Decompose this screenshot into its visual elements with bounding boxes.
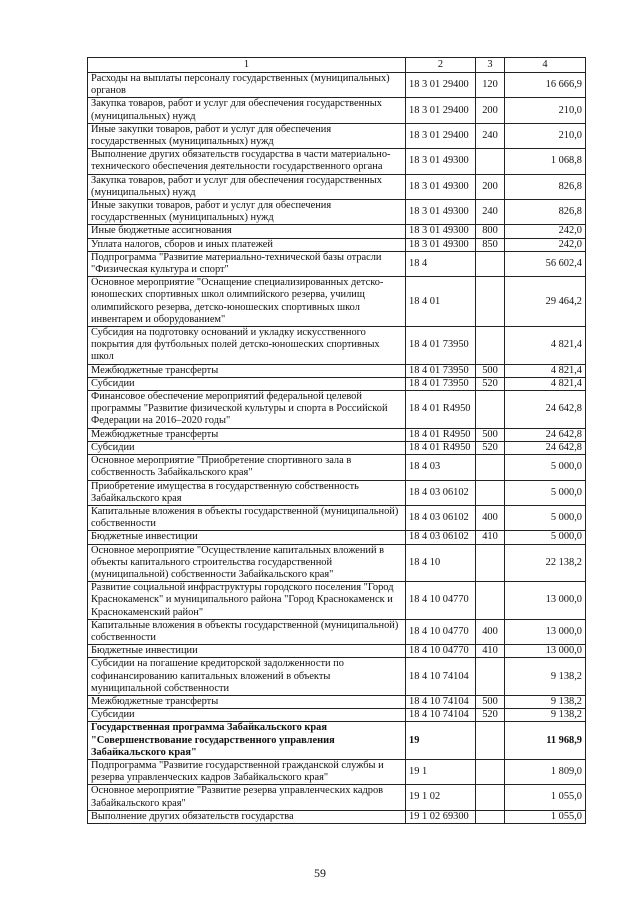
- row-amount: 5 000,0: [505, 505, 586, 530]
- row-type: 520: [476, 377, 505, 390]
- table-row: [88, 73, 586, 98]
- row-type: 240: [476, 123, 505, 148]
- row-type: [476, 277, 505, 327]
- table-row: [88, 251, 586, 276]
- row-code: 18 4 01 R4950: [406, 391, 476, 429]
- row-code: 18 4 01 R4950: [406, 428, 476, 441]
- table-row: [88, 200, 586, 225]
- row-code: 18 4 03: [406, 455, 476, 480]
- row-type: 410: [476, 531, 505, 544]
- row-name: Приобретение имущества в государственную собственность Забайкальского края: [88, 480, 406, 505]
- row-code: 18 3 01 29400: [406, 98, 476, 123]
- table-row: [88, 531, 586, 544]
- row-code: 18 4 10: [406, 544, 476, 582]
- row-amount: 9 138,2: [505, 709, 586, 722]
- row-name: Капитальные вложения в объекты государственной (муниципальной) собственности: [88, 619, 406, 644]
- row-type: 400: [476, 505, 505, 530]
- row-name: Иные закупки товаров, работ и услуг для обеспечения государственных (муниципальных) нужд: [88, 200, 406, 225]
- row-name: Закупка товаров, работ и услуг для обеспечения государственных (муниципальных) нужд: [88, 174, 406, 199]
- row-type: 410: [476, 645, 505, 658]
- row-type: 850: [476, 238, 505, 251]
- row-code: 18 4 03 06102: [406, 480, 476, 505]
- row-type: 400: [476, 619, 505, 644]
- row-code: 18 4 01: [406, 277, 476, 327]
- row-amount: 4 821,4: [505, 377, 586, 390]
- table-row: [88, 505, 586, 530]
- row-amount: 24 642,8: [505, 441, 586, 454]
- row-amount: 11 968,9: [505, 722, 586, 760]
- table-row: [88, 695, 586, 708]
- row-type: 200: [476, 98, 505, 123]
- row-amount: 4 821,4: [505, 327, 586, 365]
- row-name: Выполнение других обязательств государства в части материально-технического обеспечения деятельности государственного органа: [88, 149, 406, 174]
- row-code: 19: [406, 722, 476, 760]
- row-amount: 9 138,2: [505, 658, 586, 696]
- row-name: Бюджетные инвестиции: [88, 531, 406, 544]
- row-type: 240: [476, 200, 505, 225]
- row-code: 18 3 01 49300: [406, 174, 476, 199]
- row-code: 18 3 01 49300: [406, 200, 476, 225]
- row-amount: 1 055,0: [505, 785, 586, 810]
- row-name: Уплата налогов, сборов и иных платежей: [88, 238, 406, 251]
- table-row: [88, 544, 586, 582]
- table-row: [88, 428, 586, 441]
- table-row: [88, 327, 586, 365]
- row-code: 18 3 01 49300: [406, 238, 476, 251]
- row-amount: 13 000,0: [505, 645, 586, 658]
- row-code: 18 4 10 74104: [406, 709, 476, 722]
- row-name: Основное мероприятие "Приобретение спортивного зала в собственность Забайкальского края": [88, 455, 406, 480]
- row-code: 18 4 03 06102: [406, 531, 476, 544]
- row-code: 18 4: [406, 251, 476, 276]
- row-type: [476, 582, 505, 620]
- row-name: Межбюджетные трансферты: [88, 364, 406, 377]
- table-row: [88, 98, 586, 123]
- table-row: [88, 174, 586, 199]
- row-name: Субсидии: [88, 709, 406, 722]
- page-number: 59: [314, 866, 326, 880]
- row-amount: 826,8: [505, 200, 586, 225]
- row-name: Капитальные вложения в объекты государственной (муниципальной) собственности: [88, 505, 406, 530]
- row-code: 18 4 10 74104: [406, 695, 476, 708]
- row-code: 18 4 01 R4950: [406, 441, 476, 454]
- row-amount: 13 000,0: [505, 582, 586, 620]
- row-type: [476, 391, 505, 429]
- row-type: 200: [476, 174, 505, 199]
- row-code: 19 1 02: [406, 785, 476, 810]
- table-row: [88, 759, 586, 784]
- row-amount: 5 000,0: [505, 480, 586, 505]
- row-type: 800: [476, 225, 505, 238]
- row-name: Основное мероприятие "Осуществление капитальных вложений в объекты капитального строительства государственной (муниципальной) собственности Забайкальского края": [88, 544, 406, 582]
- row-amount: 4 821,4: [505, 364, 586, 377]
- row-amount: 1 068,8: [505, 149, 586, 174]
- row-name: Межбюджетные трансферты: [88, 695, 406, 708]
- header-col-2: 2: [406, 58, 476, 73]
- row-code: 18 3 01 29400: [406, 123, 476, 148]
- row-name: Развитие социальной инфраструктуры городского поселения "Город Краснокаменск" и муниципального района "Город Краснокаменск и Краснокаменский район": [88, 582, 406, 620]
- table-row: [88, 582, 586, 620]
- table-row: [88, 364, 586, 377]
- row-type: [476, 759, 505, 784]
- header-col-4: 4: [505, 58, 586, 73]
- row-amount: 56 602,4: [505, 251, 586, 276]
- row-amount: 13 000,0: [505, 619, 586, 644]
- row-code: 18 3 01 49300: [406, 225, 476, 238]
- row-amount: 22 138,2: [505, 544, 586, 582]
- row-code: 18 4 10 04770: [406, 645, 476, 658]
- row-type: 520: [476, 709, 505, 722]
- table-row: [88, 722, 586, 760]
- row-code: 18 3 01 29400: [406, 73, 476, 98]
- table-row: [88, 785, 586, 810]
- row-type: 120: [476, 73, 505, 98]
- table-row: [88, 391, 586, 429]
- row-type: [476, 251, 505, 276]
- row-amount: 5 000,0: [505, 531, 586, 544]
- row-code: 18 4 01 73950: [406, 364, 476, 377]
- row-type: [476, 785, 505, 810]
- budget-table-page: [87, 57, 585, 824]
- row-amount: 24 642,8: [505, 391, 586, 429]
- row-amount: 9 138,2: [505, 695, 586, 708]
- row-type: [476, 480, 505, 505]
- row-name: Субсидии: [88, 377, 406, 390]
- row-name: Основное мероприятие "Развитие резерва управленческих кадров Забайкальского края": [88, 785, 406, 810]
- row-name: Закупка товаров, работ и услуг для обеспечения государственных (муниципальных) нужд: [88, 98, 406, 123]
- row-code: 18 4 10 74104: [406, 658, 476, 696]
- row-amount: 826,8: [505, 174, 586, 199]
- row-name: Иные закупки товаров, работ и услуг для обеспечения государственных (муниципальных) нужд: [88, 123, 406, 148]
- row-code: 18 4 10 04770: [406, 582, 476, 620]
- row-name: Бюджетные инвестиции: [88, 645, 406, 658]
- table-row: [88, 619, 586, 644]
- row-amount: 1 809,0: [505, 759, 586, 784]
- table-row: [88, 238, 586, 251]
- row-name: Выполнение других обязательств государства: [88, 810, 406, 823]
- row-code: 18 4 01 73950: [406, 377, 476, 390]
- row-type: [476, 544, 505, 582]
- row-name: Субсидия на подготовку оснований и укладку искусственного покрытия для футбольных полей детско-юношеских спортивных школ: [88, 327, 406, 365]
- row-type: 500: [476, 364, 505, 377]
- table-row: [88, 455, 586, 480]
- budget-table: [87, 57, 586, 824]
- table-row: [88, 277, 586, 327]
- row-amount: 210,0: [505, 98, 586, 123]
- row-type: [476, 149, 505, 174]
- row-name: Государственная программа Забайкальского края "Совершенствование государственного управления Забайкальского края": [88, 722, 406, 760]
- row-amount: 1 055,0: [505, 810, 586, 823]
- row-amount: 5 000,0: [505, 455, 586, 480]
- row-type: [476, 455, 505, 480]
- table-row: [88, 658, 586, 696]
- header-col-1: 1: [88, 58, 406, 73]
- header-col-3: 3: [476, 58, 505, 73]
- table-header-row: [88, 58, 586, 73]
- row-name: Субсидии на погашение кредиторской задолженности по софинансированию капитальных вложений в объекты муниципальной собственности: [88, 658, 406, 696]
- row-code: 19 1: [406, 759, 476, 784]
- row-name: Подпрограмма "Развитие материально-технической базы отрасли "Физическая культура и спорт": [88, 251, 406, 276]
- row-type: [476, 658, 505, 696]
- table-row: [88, 709, 586, 722]
- row-amount: 24 642,8: [505, 428, 586, 441]
- row-code: 18 3 01 49300: [406, 149, 476, 174]
- table-row: [88, 810, 586, 823]
- row-name: Расходы на выплаты персоналу государственных (муниципальных) органов: [88, 73, 406, 98]
- row-type: 500: [476, 695, 505, 708]
- row-type: 520: [476, 441, 505, 454]
- row-amount: 242,0: [505, 238, 586, 251]
- row-amount: 16 666,9: [505, 73, 586, 98]
- row-name: Субсидии: [88, 441, 406, 454]
- row-amount: 210,0: [505, 123, 586, 148]
- row-name: Финансовое обеспечение мероприятий федеральной целевой программы "Развитие физической культуры и спорта в Российской Федерации на 2016–2020 годы": [88, 391, 406, 429]
- row-code: 19 1 02 69300: [406, 810, 476, 823]
- row-code: 18 4 03 06102: [406, 505, 476, 530]
- table-row: [88, 645, 586, 658]
- row-name: Подпрограмма "Развитие государственной гражданской службы и резерва управленческих кадров Забайкальского края": [88, 759, 406, 784]
- row-name: Иные бюджетные ассигнования: [88, 225, 406, 238]
- table-row: [88, 225, 586, 238]
- row-name: Основное мероприятие "Оснащение специализированных детско-юношеских спортивных школ олимпийского резерва, училищ олимпийского резерва, детско-юношеских спортивных школ инвентарем и оборудованием": [88, 277, 406, 327]
- row-code: 18 4 10 04770: [406, 619, 476, 644]
- row-code: 18 4 01 73950: [406, 327, 476, 365]
- row-type: [476, 327, 505, 365]
- row-amount: 242,0: [505, 225, 586, 238]
- row-type: 500: [476, 428, 505, 441]
- row-name: Межбюджетные трансферты: [88, 428, 406, 441]
- table-row: [88, 480, 586, 505]
- row-type: [476, 810, 505, 823]
- table-row: [88, 441, 586, 454]
- table-row: [88, 377, 586, 390]
- row-type: [476, 722, 505, 760]
- row-amount: 29 464,2: [505, 277, 586, 327]
- table-row: [88, 123, 586, 148]
- table-row: [88, 149, 586, 174]
